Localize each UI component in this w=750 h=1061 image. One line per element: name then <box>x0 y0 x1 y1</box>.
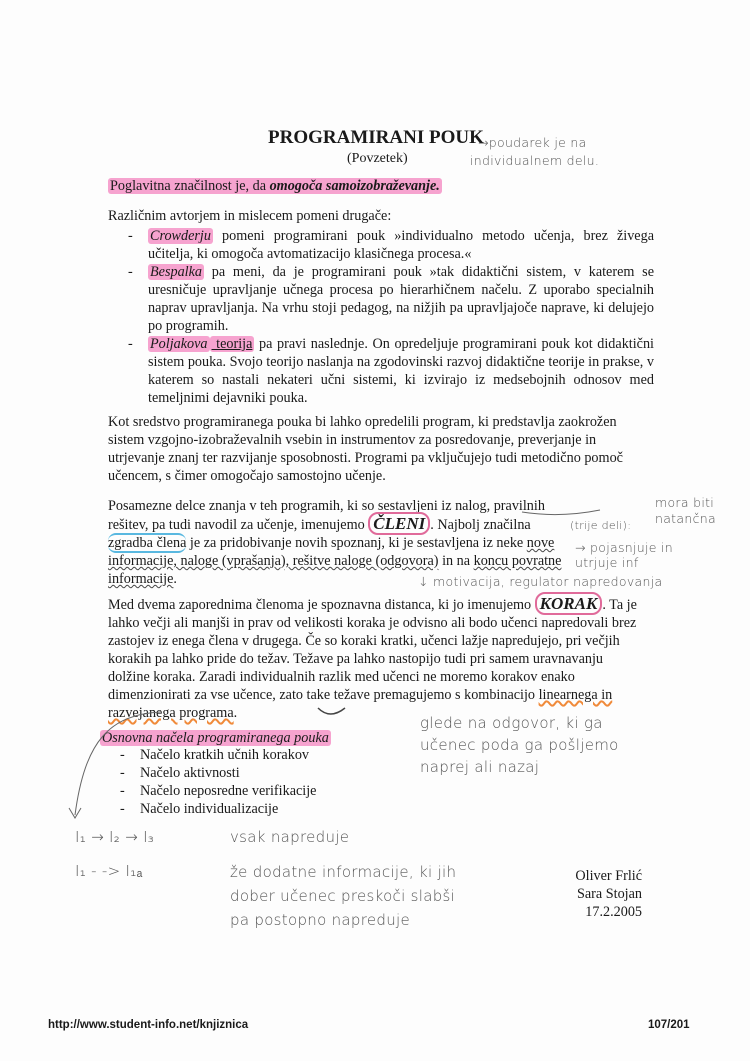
term-cleni: ČLENI <box>368 512 430 535</box>
text: . Ta je lahko večji ali manjši in prav od velikosti koraka je odvisno ali bodo učenci napredovali brez zastojev iz enega člena v drugega. Če so koraki kratki, učenci lažje napredujejo, pri večjih korakih pa lahko pride do težav. Težave pa lahko nastopijo tudi pri samem uravnavanju dolžine koraka. Zaradi individualnih razlik med učenci ne moremo korakov enako dimenzionirati za vse učence, zato take težave premagujemo s kombinacijo <box>108 597 637 703</box>
author-name: Bespalka <box>150 264 203 280</box>
handwritten-note: vsak napreduje <box>230 828 350 846</box>
author-1: Oliver Frlić <box>575 868 642 884</box>
author-name: Poljakova <box>150 336 208 352</box>
page-title: PROGRAMIRANI POUK <box>268 127 484 148</box>
principle-item: - Načelo aktivnosti <box>110 764 316 782</box>
author-text: pomeni programirani pouk »individualno metodo učenja, brez živega učitelja, ki omogoča avtomatizacijo klasičnega procesa.« <box>148 228 654 262</box>
footer-url[interactable]: http://www.student-info.net/knjiznica <box>48 1019 249 1031</box>
cloud-marked-text: zgradba člena <box>108 535 187 551</box>
author-name-suffix: teorija <box>211 336 253 352</box>
footer-page-number: 107/201 <box>648 1019 690 1031</box>
underlined-text: linearnega in razvejanega programa <box>108 687 613 721</box>
principles-title-text: Osnovna načela programiranega pouka <box>102 730 329 746</box>
note-line: dober učenec preskoči slabši <box>230 887 456 905</box>
text: je za pridobivanje novih spoznanj, ki je sestavljena iz neke <box>186 535 527 551</box>
note-line: učenec poda ga pošljemo <box>420 736 619 754</box>
handwritten-note: mora biti natančna <box>655 495 716 526</box>
text: in na <box>438 553 474 569</box>
principle-item: - Načelo kratkih učnih korakov <box>110 746 316 764</box>
author-2: Sara Stojan <box>576 886 642 902</box>
paragraph-program: Kot sredstvo programiranega pouka bi lahko opredelili program, ki predstavlja zaokrožen sistem vzgojno-izobraževalnih vsebin in instrumentov za posredovanje, preverjanje in utrjevanje znanj ter razvijanje sposobnosti. Programi pa vključujejo tudi metodično pomoč učencem, s čimer omogočajo samostojno učenje. <box>108 414 623 484</box>
author-text: pa pravi naslednje. On opredeljuje programirani pouk kot didaktični sistem pouka. Svojo teorijo naslanja na zgodovinski razvoj didaktične teorije in prakse, v katerem so nastali nekateri učni sistemi, ki izvirajo iz medsebojnih odnosov med temeljnimi dejavniki pouka. <box>148 336 654 406</box>
handwritten-diagram-linear: I₁ → I₂ → I₃ <box>75 828 155 846</box>
underlined-text: nove informacije, naloge (vprašanja), rešitve naloge (odgovora) <box>108 535 555 569</box>
text: . <box>173 571 177 587</box>
text: . <box>233 705 238 721</box>
text: Posamezne delce znanja v teh programih, ki so sestavljeni iz nalog, pravilnih rešitev, pa tudi navodil za učenje, imenujemo <box>108 498 545 533</box>
intro-emphasis: omogoča samoizobraževanje. <box>269 178 440 194</box>
authors-lead: Različnim avtorjem in mislecem pomeni drugače: <box>108 208 392 224</box>
note-line: glede na odgovor, ki ga <box>420 714 603 732</box>
author-text: pa meni, da je programirani pouk »tak didaktični sistem, v katerem se uresničuje upravljanje učnega procesa po hierarhičnem načelu. Z uporabo specialnih naprav upravljanja. Na vrhu stoji pedagog, na nižjih pa upravljajoče naprave, ki delujejo po programih. <box>148 264 654 334</box>
note-line: pa postopno napreduje <box>230 911 411 929</box>
term-korak: KORAK <box>535 592 603 615</box>
principle-item: - Načelo neposredne verifikacije <box>110 782 316 800</box>
note-line: naprej ali nazaj <box>420 758 540 776</box>
principle-item: - Načelo individualizacije <box>110 800 316 818</box>
handwritten-note: → pojasnjuje in utrjuje inf <box>575 540 674 570</box>
author-name: Crowderju <box>150 228 211 244</box>
handwritten-diagram-branched: I₁ - -> I₁ₐ <box>75 862 143 880</box>
date: 17.2.2005 <box>585 904 642 920</box>
note-line: že dodatne informacije, ki jih <box>230 863 457 881</box>
handwritten-note-title-1: →poudarek je na <box>478 135 587 150</box>
handwritten-note-title-2: individualnem delu. <box>470 153 600 168</box>
intro-plain: Poglavitna značilnost je, da <box>110 178 270 194</box>
handwritten-note: ↓ motivacija, regulator napredovanja <box>418 574 663 589</box>
handwritten-note: (trije deli): <box>570 519 632 532</box>
text: Med dvema zaporednima členoma je spoznavna distanca, ki jo imenujemo <box>108 597 535 613</box>
handwritten-note-branched <box>230 860 456 932</box>
page-subtitle: (Povzetek) <box>347 151 408 166</box>
underlined-text: koncu povratne informacije <box>108 553 562 587</box>
text: . Najbolj značilna <box>430 517 531 533</box>
signature-block <box>560 867 642 921</box>
